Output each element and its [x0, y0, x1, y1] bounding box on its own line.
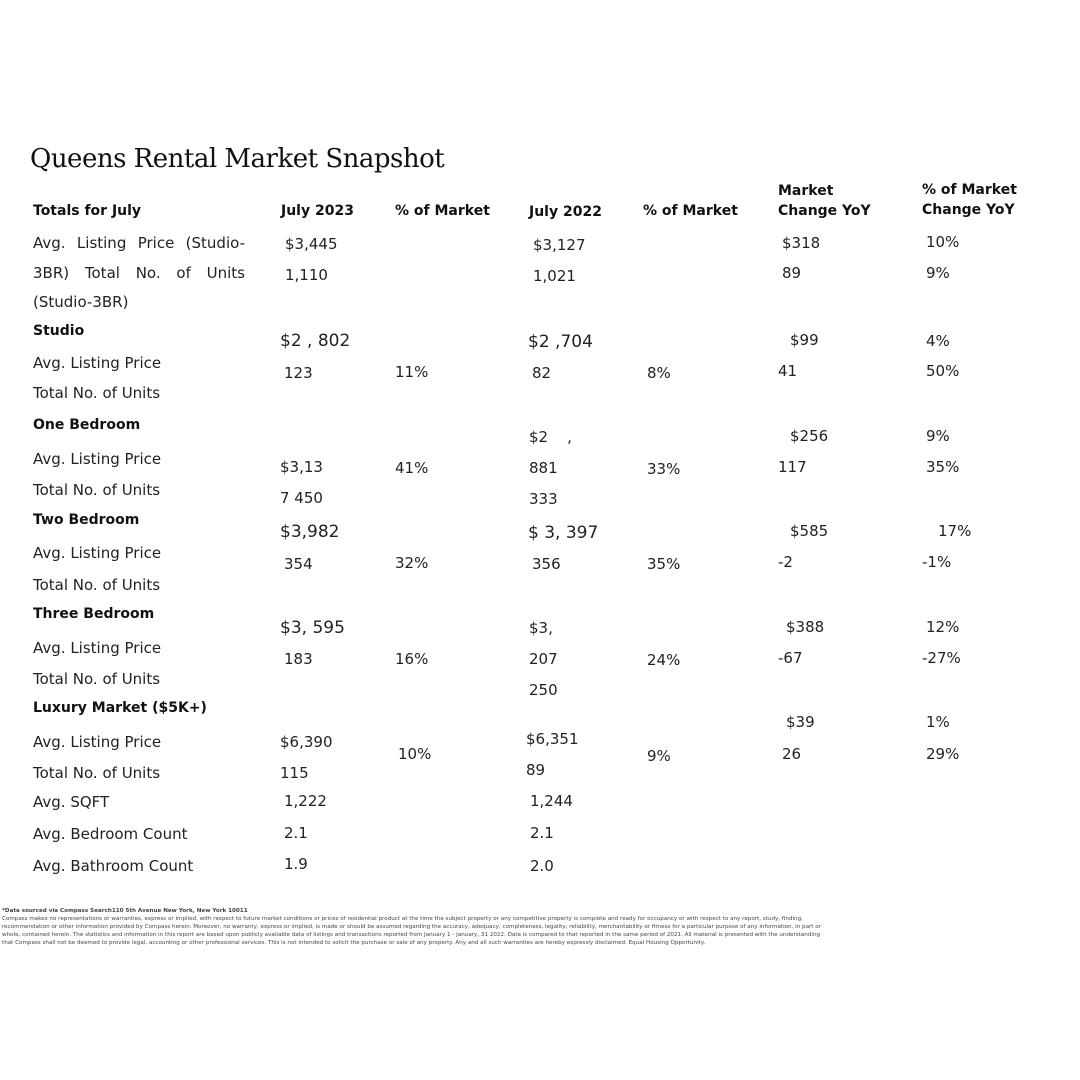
luxury-sqft-2023: 1,222: [284, 792, 327, 810]
header-market-change-line2: Change YoY: [778, 203, 871, 219]
luxury-units-2023: 115: [280, 764, 309, 782]
three-bed-units-change: -67: [778, 649, 803, 667]
three-bed-price-change: $388: [786, 618, 825, 636]
luxury-bath-label: Avg. Bathroom Count: [33, 857, 194, 875]
one-bed-price-change: $256: [790, 427, 829, 445]
header-totals: Totals for July: [33, 203, 142, 219]
studio-price-change: $99: [790, 331, 819, 349]
one-bed-units-pct: 35%: [926, 458, 960, 476]
luxury-price-change: $39: [786, 713, 815, 731]
luxury-units-pct: 29%: [926, 745, 960, 763]
two-bed-price-2023: $3,982: [280, 522, 340, 542]
one-bed-units-label: Total No. of Units: [33, 481, 161, 499]
footer-source: *Data sourced via Compass Search110 5th Avenue New York, New York 10011: [2, 908, 248, 914]
one-bed-mkt-2023: 41%: [395, 459, 429, 477]
one-bed-price-2022-part2: 881: [529, 459, 558, 477]
studio-price-2022: $2 ,704: [528, 332, 593, 352]
one-bed-price-pct: 9%: [926, 427, 950, 445]
three-bed-units-2022: 250: [529, 681, 558, 699]
studio-mkt-2023: 11%: [395, 363, 429, 381]
totals-units-2023: 1,110: [285, 266, 328, 284]
luxury-units-2022: 89: [526, 761, 546, 779]
luxury-mkt-2022: 9%: [647, 747, 671, 765]
three-bed-units-2023: 183: [284, 650, 313, 668]
studio-units-2023: 123: [284, 364, 313, 382]
two-bed-price-change: $585: [790, 522, 829, 540]
header-pct-market-2022: % of Market: [643, 203, 738, 219]
three-bed-mkt-2023: 16%: [395, 650, 429, 668]
page-title: Queens Rental Market Snapshot: [30, 144, 445, 174]
totals-avg-2022: $3,127: [533, 236, 586, 254]
totals-units-pct: 9%: [926, 264, 950, 282]
three-bed-price-2022-part2: 207: [529, 650, 558, 668]
two-bed-mkt-2023: 32%: [395, 554, 429, 572]
header-july-2023: July 2023: [281, 203, 354, 219]
three-bed-avg-label: Avg. Listing Price: [33, 639, 162, 657]
footer-disclaimer-line4: that Compass shall not be deemed to provide legal, accounting or other professional services. This is not intended to solicit the purchase or sale of any property. Any and all such warranties are hereby expressly disclaimed. Equal Housing Opportunity.: [2, 940, 706, 946]
one-bed-price-2022-part1: $2 ,: [529, 428, 572, 446]
studio-avg-label: Avg. Listing Price: [33, 354, 162, 372]
footer-disclaimer-line3: whole, contained herein. The statistics and information in this report are based upon publicly available data of listings and transactions reported from January 1 - January, 31 2022. Data is compared to that reported in the same period of 2021. All material is presented with the understanding: [2, 932, 821, 938]
luxury-price-2022: $6,351: [526, 730, 579, 748]
two-bed-units-change: -2: [778, 553, 793, 571]
totals-avg-2023: $3,445: [285, 235, 338, 253]
two-bed-units-2023: 354: [284, 555, 313, 573]
luxury-avg-label: Avg. Listing Price: [33, 733, 162, 751]
header-pct-change-line1: % of Market: [922, 182, 1017, 198]
three-bed-price-2023: $3, 595: [280, 618, 345, 638]
footer-disclaimer-line2: recommendation or other information provided by Compass herein. Moreover, no warranty, express or implied, is made or should be assumed regarding the accuracy, adequacy, completeness, legality, reliability, merchantability or fitness for a particular purpose of any information, in part or: [2, 924, 822, 930]
luxury-bed-2023: 2.1: [284, 824, 308, 842]
totals-units-2022: 1,021: [533, 267, 576, 285]
studio-units-2022: 82: [532, 364, 552, 382]
one-bed-price-2023-part1: $3,13: [280, 458, 323, 476]
two-bed-price-2022: $ 3, 397: [528, 523, 599, 543]
luxury-units-change: 26: [782, 745, 802, 763]
totals-avg-change: $318: [782, 234, 821, 252]
studio-mkt-2022: 8%: [647, 364, 671, 382]
studio-units-pct: 50%: [926, 362, 960, 380]
three-bed-mkt-2022: 24%: [647, 651, 681, 669]
header-market-change-line1: Market: [778, 183, 834, 199]
two-bed-price-pct: 17%: [938, 522, 972, 540]
footer-disclaimer-line1: Compass makes no representations or warranties, express or implied, with respect to future market conditions or prices of residential product at the time the subject property or any competitive property is complete and ready for occupancy or with respect to any report, study, finding,: [2, 916, 803, 922]
header-july-2022: July 2022: [529, 204, 602, 220]
luxury-bed-2022: 2.1: [530, 824, 554, 842]
one-bed-avg-label: Avg. Listing Price: [33, 450, 162, 468]
three-bed-price-pct: 12%: [926, 618, 960, 636]
one-bed-units-2022: 333: [529, 490, 558, 508]
luxury-bath-2023: 1.9: [284, 855, 308, 873]
three-bed-heading: Three Bedroom: [33, 606, 155, 622]
three-bed-units-pct: -27%: [922, 649, 961, 667]
studio-price-2023: $2 , 802: [280, 331, 351, 351]
two-bed-units-label: Total No. of Units: [33, 576, 161, 594]
luxury-sqft-2022: 1,244: [530, 792, 573, 810]
one-bed-mkt-2022: 33%: [647, 460, 681, 478]
luxury-bed-label: Avg. Bedroom Count: [33, 825, 188, 843]
totals-units-change: 89: [782, 264, 802, 282]
one-bed-price-2023-part2: 7 450: [280, 489, 323, 507]
header-pct-change-line2: Change YoY: [922, 202, 1015, 218]
two-bed-units-2022: 356: [532, 555, 561, 573]
luxury-price-pct: 1%: [926, 713, 950, 731]
three-bed-units-label: Total No. of Units: [33, 670, 161, 688]
two-bed-units-pct: -1%: [922, 553, 952, 571]
luxury-units-label: Total No. of Units: [33, 764, 161, 782]
two-bed-avg-label: Avg. Listing Price: [33, 544, 162, 562]
luxury-mkt-2023: 10%: [398, 745, 432, 763]
studio-units-change: 41: [778, 362, 798, 380]
three-bed-price-2022-part1: $3,: [529, 619, 553, 637]
two-bed-mkt-2022: 35%: [647, 555, 681, 573]
luxury-price-2023: $6,390: [280, 733, 333, 751]
one-bed-units-change: 117: [778, 458, 807, 476]
luxury-sqft-label: Avg. SQFT: [33, 793, 110, 811]
luxury-bath-2022: 2.0: [530, 857, 554, 875]
totals-label: Avg. Listing Price (Studio-3BR) Total No. of Units (Studio-3BR): [33, 234, 245, 311]
two-bed-heading: Two Bedroom: [33, 512, 140, 528]
studio-heading: Studio: [33, 323, 85, 339]
one-bed-heading: One Bedroom: [33, 417, 141, 433]
studio-price-pct: 4%: [926, 332, 950, 350]
luxury-heading: Luxury Market ($5K+): [33, 700, 207, 716]
totals-avg-pct: 10%: [926, 233, 960, 251]
header-pct-market-2023: % of Market: [395, 203, 490, 219]
studio-units-label: Total No. of Units: [33, 384, 161, 402]
